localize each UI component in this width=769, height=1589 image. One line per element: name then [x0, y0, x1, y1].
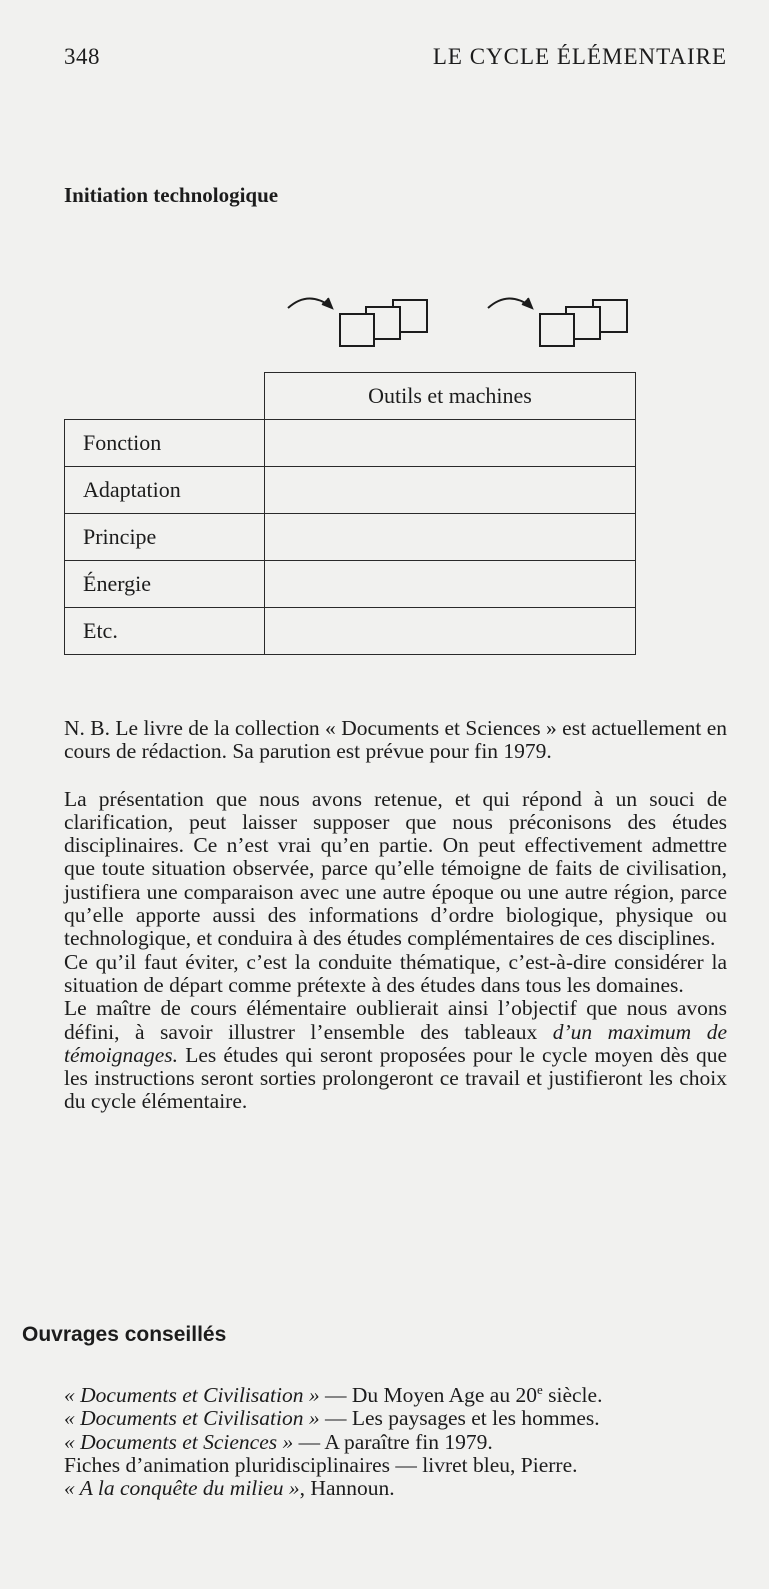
- emphasis-text: d’un maximum de témoignages.: [64, 1019, 727, 1067]
- row-cell: [265, 420, 636, 467]
- reference-text: — Les paysages et les hommes.: [319, 1406, 600, 1431]
- reference-item: Fiches d’animation pluridisciplinaires — livret bleu, Pierre.: [64, 1453, 578, 1478]
- row-label: Fonction: [65, 420, 265, 467]
- references-list: [64, 1378, 727, 1501]
- reference-title: « Documents et Civilisation »: [64, 1383, 320, 1408]
- reference-item: [64, 1477, 727, 1500]
- row-cell: [265, 467, 636, 514]
- paragraph-text: Le maître de cours élémentaire oublierait ainsi l’objectif que nous avons défini, à savoir illustrer l’ensemble des tableaux: [64, 996, 727, 1044]
- paragraph: Ce qu’il faut éviter, c’est la conduite thématique, c’est-à-dire considérer la situation de départ comme prétexte à des études dans tous les domaines.: [64, 949, 727, 997]
- diagram: [280, 292, 650, 352]
- reference-text: — A paraître fin 1979.: [293, 1429, 493, 1454]
- table-header-row: [65, 373, 636, 420]
- stacked-squares-icon: [540, 300, 627, 346]
- row-cell: [265, 561, 636, 608]
- table-row: [65, 608, 636, 655]
- reference-text: , Hannoun.: [299, 1476, 395, 1501]
- row-label: Énergie: [65, 561, 265, 608]
- row-cell: [265, 514, 636, 561]
- reference-title: « Documents et Sciences »: [64, 1429, 294, 1454]
- section-title: Initiation technologique: [64, 183, 279, 207]
- column-header: Outils et machines: [265, 373, 636, 420]
- running-title: LE CYCLE ÉLÉMENTAIRE: [432, 44, 727, 69]
- nb-note: N. B. Le livre de la collection « Documents et Sciences » est actuellement en cours de rédaction. Sa parution est prévue pour fin 1979.: [64, 716, 727, 764]
- table-row: [65, 467, 636, 514]
- body-text: [64, 717, 727, 1114]
- superscript: e: [536, 1382, 543, 1397]
- table-empty-corner: [65, 373, 265, 420]
- paragraph: La présentation que nous avons retenue, et qui répond à un souci de clarification, peut laisser supposer que nous préconisons des études disciplinaires. Ce n’est vrai qu’en partie. On peut effectivement admettre que toute situation observée, parce qu’elle témoigne de faits de civilisation, justifiera une comparaison avec une autre époque ou une autre région, parce qu’elle apporte aussi des informations d’ordre biologique, physique ou technologique, et conduira à des études complémentaires de ces disciplines.: [64, 786, 727, 951]
- row-label: Adaptation: [65, 467, 265, 514]
- reference-item: [64, 1378, 727, 1407]
- table-row: [65, 420, 636, 467]
- reference-text: — Du Moyen Age au 20: [319, 1383, 537, 1408]
- page-number: 348: [64, 44, 100, 69]
- stacked-squares-icon: [340, 300, 427, 346]
- reference-item: [64, 1407, 727, 1430]
- arrow-icon: [488, 298, 532, 308]
- row-cell: [265, 608, 636, 655]
- reference-text: siècle.: [542, 1383, 603, 1408]
- recommended-works-heading: Ouvrages conseillés: [22, 1323, 227, 1346]
- reference-title: « A la conquête du milieu »: [64, 1476, 300, 1501]
- paragraph-text: Les études qui seront proposées pour le cycle moyen dès que les instructions seront sorties prolongeront ce travail et justifieront les choix du cycle élémentaire.: [64, 1042, 727, 1114]
- row-label: Principe: [65, 514, 265, 561]
- paragraph: [64, 997, 727, 1113]
- row-label: Etc.: [65, 608, 265, 655]
- table-row: [65, 561, 636, 608]
- reference-item: [64, 1431, 727, 1454]
- arrow-icon: [288, 298, 332, 308]
- tech-table: [64, 372, 636, 655]
- table-row: [65, 514, 636, 561]
- reference-title: « Documents et Civilisation »: [64, 1406, 320, 1431]
